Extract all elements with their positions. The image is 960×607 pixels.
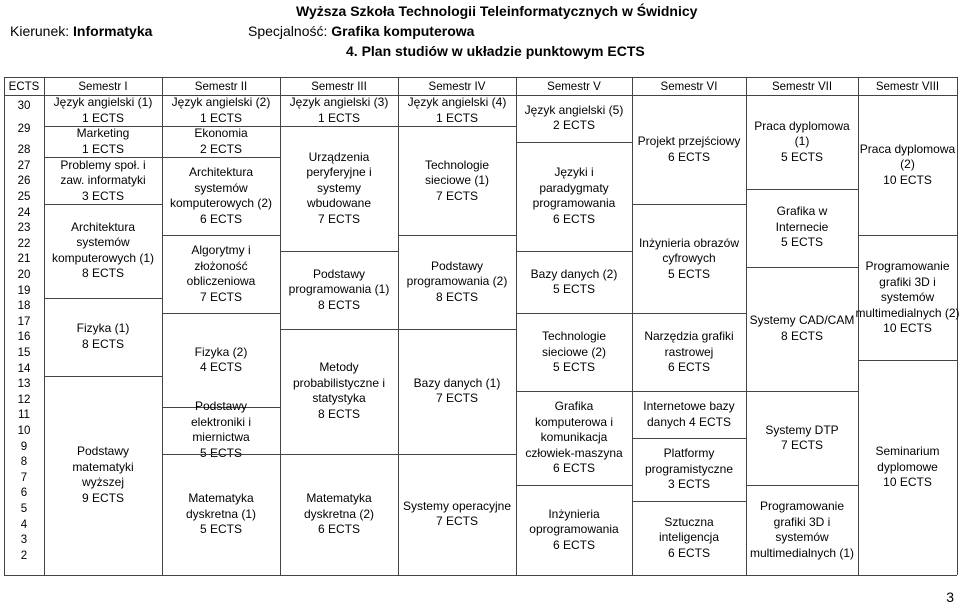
semester-header: Semestr VIII: [875, 81, 940, 93]
course-text: 5 ECTS: [552, 282, 595, 297]
course-cell: [44, 204, 162, 298]
course-cell: [516, 391, 632, 485]
course-text: Platformy: [663, 446, 715, 461]
course-text: grafiki 3D i: [879, 274, 936, 289]
course-text: 7 ECTS: [780, 438, 823, 453]
course-text: Praca dyplomowa: [859, 141, 956, 156]
course-cell: [280, 95, 398, 126]
semester-header: Semestr VII: [771, 81, 833, 93]
table-border-bottom: [4, 575, 957, 576]
course-text: 3 ECTS: [667, 477, 710, 492]
course-text: oprogramowania: [529, 522, 619, 537]
course-text: komputerowych (2): [169, 196, 273, 211]
course-text: 10 ECTS: [883, 321, 932, 336]
course-text: Internecie: [775, 219, 829, 234]
ects-row-label: 16: [17, 331, 31, 344]
course-text: 2 ECTS: [199, 141, 242, 156]
course-cell: [746, 391, 858, 485]
course-text: Język angielski (1): [53, 95, 153, 110]
course-text: Bazy danych (2): [530, 266, 618, 281]
ects-row-label: 18: [17, 300, 31, 313]
course-text: Programowanie: [865, 259, 950, 274]
course-text: 6 ECTS: [552, 537, 595, 552]
course-text: 4 ECTS: [199, 360, 242, 375]
ects-row-label: 13: [17, 378, 31, 391]
course-text: (2): [900, 157, 915, 172]
course-text: sieciowe (2): [541, 344, 607, 359]
course-text: 6 ECTS: [667, 149, 710, 164]
course-text: systemów: [880, 290, 935, 305]
course-text: 7 ECTS: [199, 289, 242, 304]
course-text: elektroniki i: [190, 414, 252, 429]
ects-row-label: 25: [17, 191, 31, 203]
course-text: zaw. informatyki: [60, 173, 146, 188]
ects-row-label: 14: [17, 362, 31, 375]
course-text: Architektura: [70, 219, 136, 234]
course-cell: [516, 251, 632, 313]
course-text: paradygmaty: [539, 180, 609, 195]
course-cell: [44, 298, 162, 376]
course-cell: [632, 438, 746, 500]
semester-header: Semestr III: [311, 81, 367, 93]
course-text: 7 ECTS: [435, 391, 478, 406]
course-cell: [280, 329, 398, 454]
course-text: 1 ECTS: [435, 110, 478, 125]
course-cell: [632, 313, 746, 391]
course-text: systemy: [316, 180, 361, 195]
course-cell: [280, 251, 398, 329]
course-text: 6 ECTS: [667, 545, 710, 560]
course-text: multimedialnych (1): [749, 545, 855, 560]
ects-row-label: 22: [17, 237, 31, 250]
ects-row-label: 6: [20, 487, 28, 500]
page-number: 3: [946, 589, 954, 605]
course-text: Algorytmy i: [191, 243, 251, 258]
course-text: 8 ECTS: [317, 406, 360, 421]
ects-row-label: 12: [17, 393, 31, 406]
course-text: 8 ECTS: [435, 289, 478, 304]
course-text: Technologie: [541, 329, 607, 344]
semester-header: Semestr IV: [428, 81, 486, 93]
course-text: Matematyka: [188, 491, 254, 506]
course-text: wbudowane: [306, 196, 372, 211]
course-text: 8 ECTS: [780, 328, 823, 343]
course-text: 3 ECTS: [81, 188, 124, 203]
course-text: rastrowej: [664, 344, 714, 359]
semester-header: Semestr VI: [660, 81, 718, 93]
course-text: dyskretna (1): [185, 506, 257, 521]
course-text: Język angielski (4): [407, 95, 507, 110]
course-text: Ekonomia: [194, 126, 248, 141]
course-text: Język angielski (3): [289, 95, 389, 110]
course-text: Inżynieria: [548, 506, 600, 521]
course-text: Podstawy: [312, 266, 366, 281]
course-text: peryferyjne i: [306, 165, 372, 180]
course-text: programowania (2): [406, 274, 508, 289]
course-text: wyższej: [81, 475, 124, 490]
course-cell: [44, 126, 162, 157]
course-text: Systemy DTP: [765, 422, 839, 437]
course-text: Fizyka (1): [76, 321, 130, 336]
course-cell: [280, 454, 398, 575]
course-cell: [398, 126, 516, 235]
course-text: grafiki 3D i: [773, 514, 831, 529]
course-text: 2 ECTS: [552, 118, 595, 133]
course-text: Projekt przejściowy: [637, 134, 741, 149]
course-text: dyskretna (2): [303, 506, 375, 521]
course-text: programowania (1): [288, 282, 390, 297]
course-text: inteligencja: [658, 530, 720, 545]
course-text: obliczeniowa: [186, 274, 256, 289]
semester-header: Semestr V: [547, 81, 601, 93]
course-text: Matematyka: [306, 491, 372, 506]
course-text: Fizyka (2): [194, 344, 248, 359]
course-cell: [855, 235, 960, 360]
course-text: 10 ECTS: [883, 172, 932, 187]
semester-header: Semestr II: [194, 81, 248, 93]
course-text: komputerowa i: [534, 414, 614, 429]
course-text: Systemy operacyjne: [402, 498, 512, 513]
ects-row-label: 23: [17, 222, 31, 235]
ects-row-label: 15: [17, 347, 31, 359]
course-text: 6 ECTS: [552, 211, 595, 226]
course-text: Podstawy: [430, 258, 484, 273]
course-text: programowania: [532, 196, 616, 211]
course-cell: [162, 399, 280, 454]
course-cell: [162, 235, 280, 313]
course-text: programistyczne: [644, 461, 734, 476]
course-cell: [398, 235, 516, 329]
course-cell: [44, 376, 162, 575]
course-text: probabilistyczne i: [292, 375, 386, 390]
ects-row-label: 30: [17, 100, 31, 112]
course-text: Inżynieria obrazów: [638, 235, 740, 250]
course-cell: [398, 95, 516, 126]
course-text: 6 ECTS: [667, 360, 710, 375]
ects-row-label: 20: [17, 269, 31, 281]
course-cell: [516, 485, 632, 575]
course-text: Podstawy: [194, 399, 248, 414]
ects-row-label: 11: [18, 409, 30, 422]
course-cell: [516, 313, 632, 391]
course-cell: [162, 454, 280, 575]
course-text: 1 ECTS: [317, 110, 360, 125]
course-text: Narzędzia grafiki: [644, 329, 734, 344]
course-cell: [632, 501, 746, 575]
course-text: (1): [794, 134, 810, 149]
ects-row-label: 4: [20, 518, 28, 531]
specjalnosc: [248, 23, 474, 39]
course-text: 7 ECTS: [435, 514, 478, 529]
course-cell: [162, 157, 280, 235]
course-text: Podstawy: [76, 444, 130, 459]
plan-title: 4. Plan studiów w układzie punktowym ECTS: [346, 43, 645, 59]
course-text: 6 ECTS: [552, 461, 595, 476]
course-text: Marketing: [76, 126, 130, 141]
course-text: 1 ECTS: [81, 141, 124, 156]
ects-row-label: 26: [17, 175, 31, 188]
ects-row-label: 19: [17, 284, 31, 297]
ects-row-label: 28: [17, 144, 31, 157]
ects-row-label: 17: [17, 315, 31, 328]
course-text: złożoność: [194, 258, 248, 273]
course-text: systemów: [775, 530, 829, 544]
course-text: Technologie: [424, 157, 490, 172]
course-cell: [516, 142, 632, 251]
ects-row-label: 7: [20, 471, 28, 484]
course-text: komputerowych (1): [51, 250, 155, 265]
course-text: 8 ECTS: [317, 297, 360, 312]
course-text: 5 ECTS: [780, 235, 823, 250]
course-cell: [398, 329, 516, 454]
course-text: systemów: [194, 180, 248, 195]
spec-value: Grafika komputerowa: [331, 23, 475, 39]
ects-row-label: 2: [20, 549, 28, 562]
course-text: 6 ECTS: [199, 211, 242, 226]
ects-row-label: 27: [17, 159, 31, 172]
spec-label: Specjalność:: [248, 23, 332, 39]
school-title: Wyższa Szkoła Technologii Teleinformatycznych w Świdnicy: [296, 3, 698, 19]
course-text: 1 ECTS: [81, 110, 124, 125]
course-cell: [632, 204, 746, 313]
course-text: 5 ECTS: [199, 522, 242, 537]
course-text: Sztuczna: [664, 514, 714, 529]
course-cell: [398, 454, 516, 575]
course-text: Grafika: [554, 399, 594, 414]
table-border-top: [4, 77, 957, 78]
course-text: 10 ECTS: [883, 475, 932, 490]
course-text: miernictwa: [192, 430, 250, 445]
kierunek-value: Informatyka: [73, 23, 153, 39]
course-text: matematyki: [72, 459, 134, 474]
course-text: sieciowe (1): [424, 173, 490, 188]
course-cell: [162, 126, 280, 157]
course-text: statystyka: [312, 391, 366, 406]
course-cell: [44, 95, 162, 126]
ects-row-label: 3: [20, 534, 28, 547]
course-text: multimedialnych (2): [855, 305, 960, 320]
course-text: 6 ECTS: [317, 522, 360, 537]
course-text: komunikacja: [540, 430, 608, 445]
course-text: Grafika w: [776, 204, 828, 219]
course-text: Architektura: [188, 165, 254, 180]
course-text: Język angielski (2): [171, 95, 271, 110]
course-text: Metody: [319, 360, 359, 375]
kierunek-label: Kierunek:: [10, 23, 74, 39]
course-text: Bazy danych (1): [413, 375, 501, 390]
course-cell: [858, 95, 957, 235]
course-cell: [746, 189, 858, 267]
course-text: Języki i: [554, 165, 594, 180]
course-text: 8 ECTS: [81, 336, 124, 351]
column-line: [957, 77, 958, 575]
course-cell: [280, 126, 398, 251]
course-text: 7 ECTS: [435, 188, 478, 203]
kierunek: [10, 23, 152, 39]
semester-header: Semestr I: [78, 81, 128, 93]
course-text: Seminarium: [875, 444, 940, 459]
course-cell: [746, 95, 858, 189]
course-text: 9 ECTS: [81, 490, 124, 505]
course-text: Urządzenia: [308, 149, 370, 164]
course-cell: [632, 95, 746, 204]
course-text: Systemy CAD/CAM: [749, 313, 855, 328]
course-text: Programowanie: [759, 499, 845, 513]
course-text: 8 ECTS: [81, 266, 124, 281]
ects-row-label: 21: [17, 253, 31, 266]
course-text: systemów: [76, 235, 130, 250]
ects-row-label: 9: [20, 440, 28, 453]
course-text: 5 ECTS: [667, 266, 710, 281]
course-cell: [44, 157, 162, 204]
course-cell: [746, 267, 858, 392]
ects-row-label: 29: [17, 122, 31, 135]
course-text: 5 ECTS: [552, 360, 595, 375]
ects-header: ECTS: [8, 81, 40, 93]
course-text: dyplomowe: [877, 459, 938, 474]
course-cell: [858, 360, 957, 575]
course-text: Problemy społ. i: [60, 157, 146, 172]
course-text: 1 ECTS: [199, 110, 242, 125]
course-text: człowiek-maszyna: [525, 445, 623, 460]
course-text: Praca dyplomowa: [754, 118, 850, 133]
course-text: Język angielski (5): [524, 102, 624, 117]
ects-row-label: 8: [20, 456, 28, 469]
course-text: 5 ECTS: [780, 149, 823, 164]
ects-row-label: 10: [17, 425, 31, 437]
course-text: cyfrowych: [662, 251, 716, 266]
course-cell: [162, 95, 280, 126]
course-text: Internetowe bazy: [643, 399, 735, 414]
course-text: 7 ECTS: [317, 211, 360, 226]
course-text: danych 4 ECTS: [646, 414, 732, 429]
course-cell: [746, 485, 858, 575]
ects-row-label: 24: [17, 206, 31, 219]
course-cell: [516, 95, 632, 142]
course-cell: [632, 391, 746, 438]
course-cell: [162, 313, 280, 407]
ects-row-label: 5: [20, 503, 28, 515]
